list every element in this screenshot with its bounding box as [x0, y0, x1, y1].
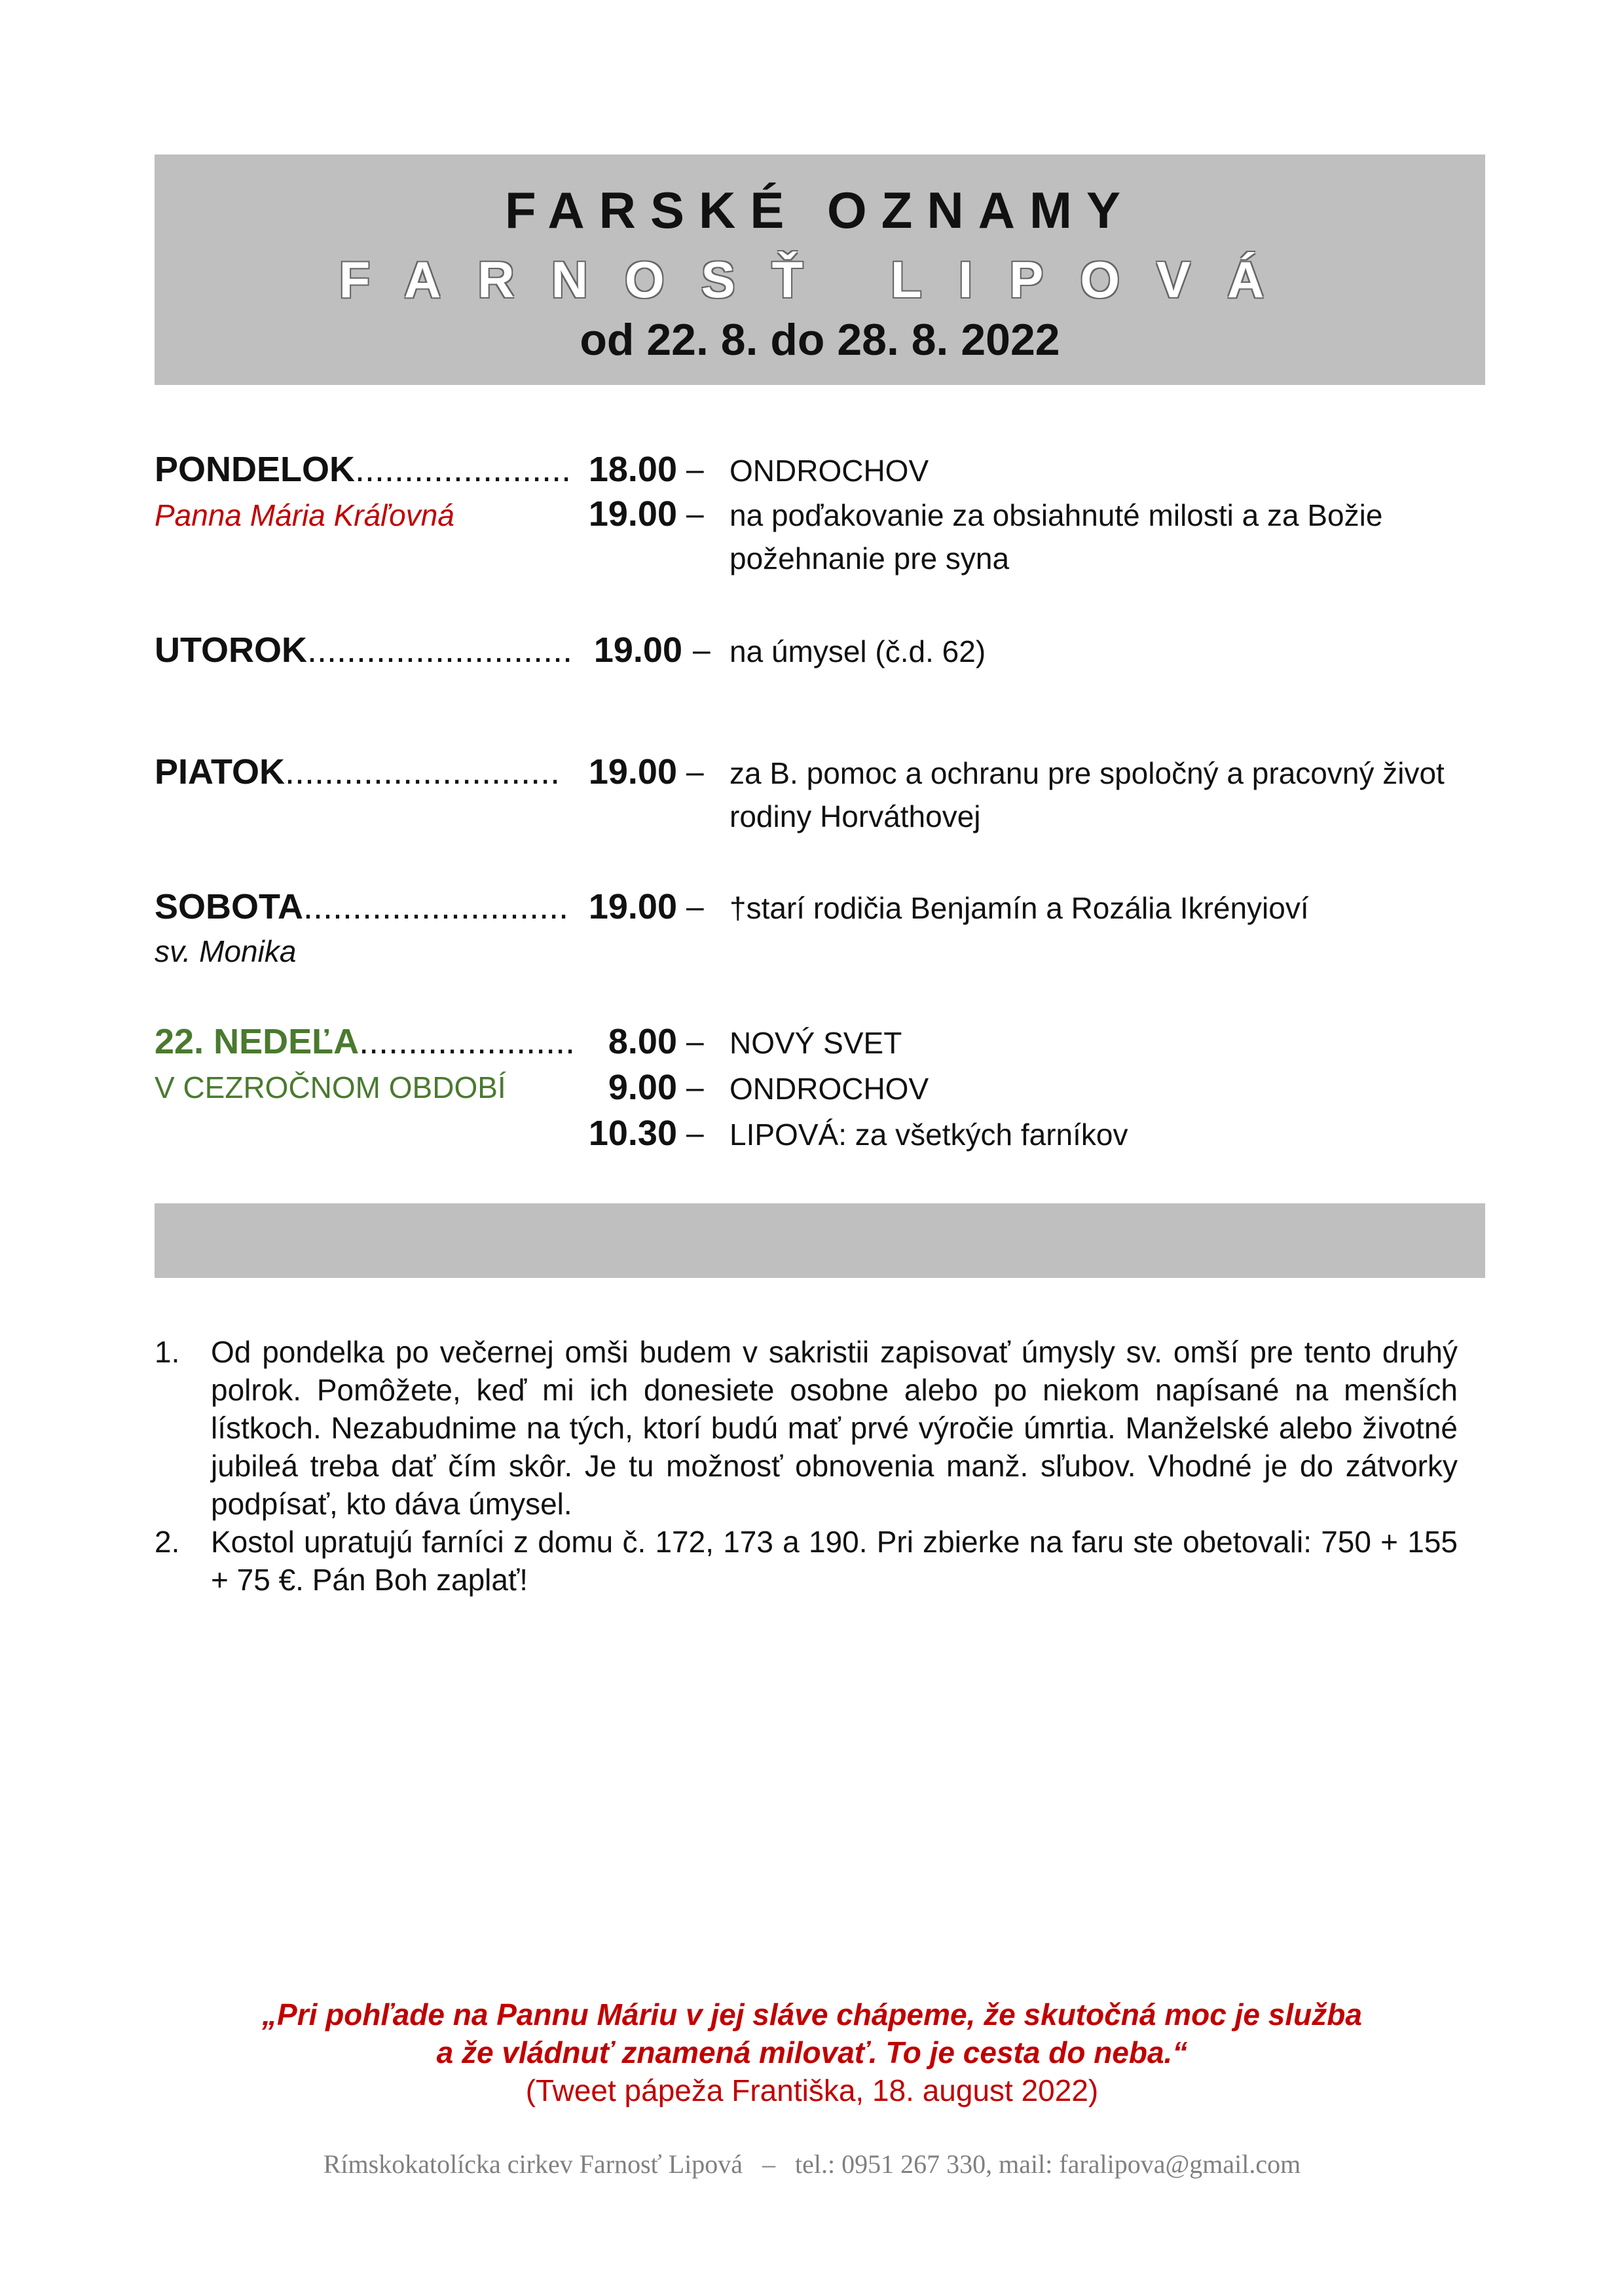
day-label: PONDELOK	[155, 450, 356, 489]
dash: –	[686, 452, 704, 487]
mass-intention: na úmysel (č.d. 62)	[729, 634, 986, 668]
quote-block	[0, 1995, 1624, 2109]
mass-intention: LIPOVÁ: za všetkých farníkov	[729, 1118, 1128, 1152]
mass-intention: †starí rodičia Benjamín a Rozália Ikrényioví	[729, 891, 1309, 925]
separator-bar	[155, 1203, 1485, 1278]
mass-time: 8.00	[608, 1022, 677, 1061]
day-subtitle-monday: Panna Mária Kráľovná	[155, 498, 454, 532]
mass-time: 18.00	[588, 450, 677, 489]
dot-leader: ......................	[355, 450, 572, 489]
document-title: FARSKÉ OZNAMY	[504, 181, 1135, 239]
mass-intention: NOVÝ SVET	[729, 1026, 902, 1060]
dash: –	[686, 1070, 704, 1105]
item-number: 1.	[155, 1335, 180, 1369]
mass-intention: ONDROCHOV	[729, 1072, 929, 1106]
day-name-saturday	[155, 886, 568, 927]
list-item	[155, 1333, 1458, 1523]
mass-time: 19.00	[588, 752, 677, 792]
header-box	[155, 155, 1485, 385]
date-range: od 22. 8. do 28. 8. 2022	[580, 315, 1060, 365]
item-text: Od pondelka po večernej omši budem v sakristii zapisovať úmysly sv. omší pre tento druhý polrok. Pomôžete, keď mi ich donesiete osobne alebo po niekom napísané na menších lístkoch. Nezabudnime na tých, ktorí budú mať prvé výročie úmrtia. Manželské alebo životné jubileá treba dať čím skôr. Je tu možnosť obnovenia manž. sľubov. Vhodné je do zátvorky podpísať, kto dáva úmysel.	[211, 1335, 1458, 1521]
dot-leader: ......................	[359, 1022, 576, 1061]
parish-name: FARNOSŤ LIPOVÁ	[339, 251, 1301, 308]
day-subtitle-saturday: sv. Monika	[155, 934, 297, 968]
dash: –	[686, 890, 704, 924]
day-label: 22. NEDEĽA	[155, 1022, 360, 1061]
item-text: Kostol upratujú farníci z domu č. 172, 173 a 190. Pri zbierke na faru ste obetovali: 750 + 155 + 75 €. Pán Boh zaplať!	[211, 1525, 1458, 1597]
mass-time: 19.00	[588, 494, 677, 534]
mass-time: 19.00	[593, 630, 682, 670]
mass-time: 19.00	[588, 887, 677, 926]
mass-intention: na poďakovanie za obsiahnuté milosti a za Božie požehnanie pre syna	[729, 498, 1383, 575]
day-name-sunday	[155, 1021, 575, 1062]
dash: –	[686, 1116, 704, 1151]
dot-leader: ...........................	[307, 630, 573, 670]
day-name-monday	[155, 449, 571, 490]
dash: –	[686, 1025, 704, 1059]
footer-contact: Rímskokatolícka cirkev Farnosť Lipová – tel.: 0951 267 330, mail: faralipova@gmail.com	[323, 2149, 1301, 2179]
day-label: PIATOK	[155, 752, 286, 792]
day-label: SOBOTA	[155, 887, 303, 926]
dot-leader: ...........................	[303, 887, 569, 926]
dash: –	[693, 633, 710, 668]
mass-time: 9.00	[608, 1068, 677, 1107]
day-name-friday	[155, 752, 560, 792]
day-label: UTOROK	[155, 630, 308, 670]
mass-intention: ONDROCHOV	[729, 454, 929, 488]
mass-intention: za B. pomoc a ochranu pre spoločný a pracovný život rodiny Horváthovej	[729, 756, 1445, 833]
day-name-tuesday	[155, 630, 572, 670]
dot-leader: ............................	[285, 752, 561, 792]
dash: –	[686, 497, 704, 532]
quote-line-1: „Pri pohľade na Pannu Máriu v jej sláve chápeme, že skutočná moc je služba	[262, 1997, 1362, 2032]
dash: –	[686, 755, 704, 790]
item-number: 2.	[155, 1525, 180, 1559]
quote-source: (Tweet pápeža Františka, 18. august 2022)	[525, 2073, 1099, 2107]
quote-line-2: a že vládnuť znamená milovať. To je cesta do neba.“	[436, 2035, 1188, 2069]
list-item	[155, 1523, 1458, 1599]
mass-time: 10.30	[588, 1114, 677, 1153]
day-subtitle-sunday: V CEZROČNOM OBDOBÍ	[155, 1070, 506, 1104]
announcements-list	[155, 1333, 1458, 1599]
